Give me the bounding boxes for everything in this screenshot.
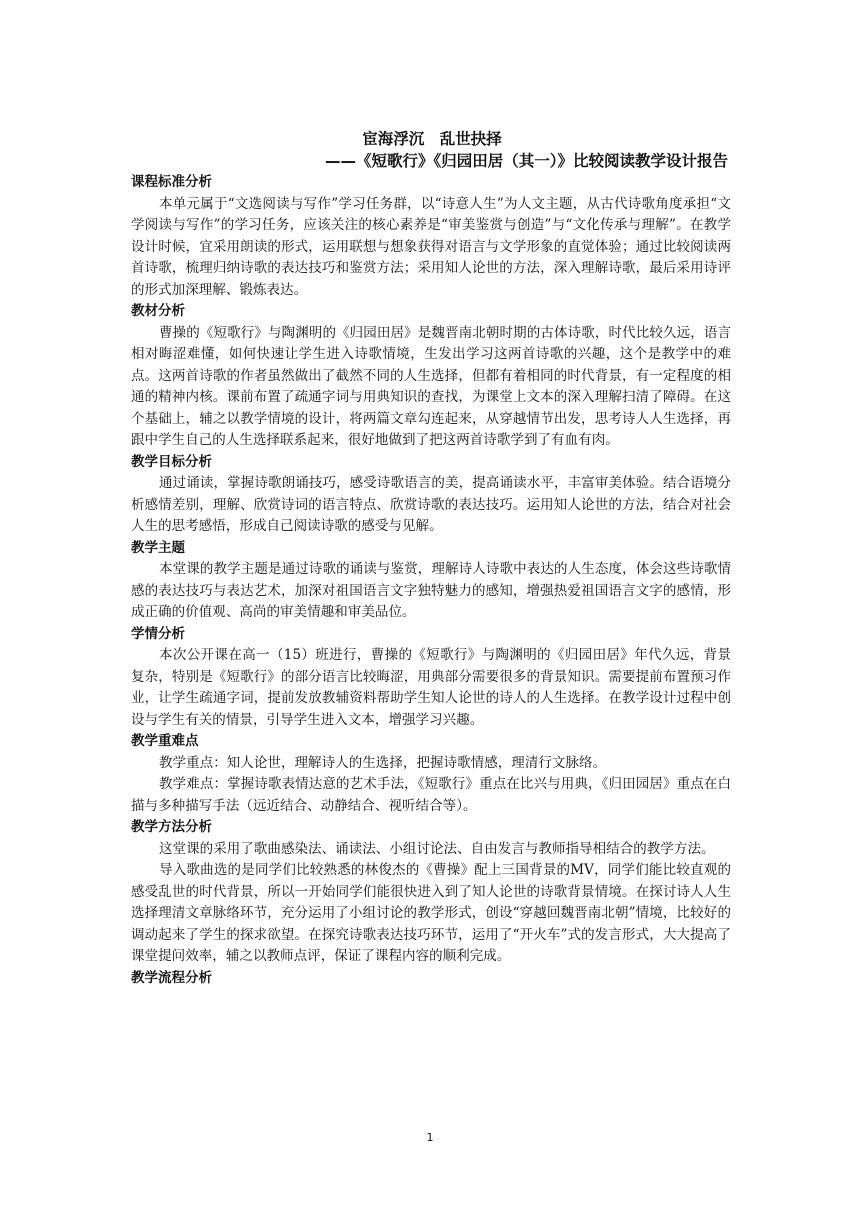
section-teaching-methods [131,817,731,968]
section-textbook-analysis [131,301,731,452]
section-paragraph: 这堂课的采用了歌曲感染法、诵读法、小组讨论法、自由发言与教师指导相结合的教学方法。 [159,840,715,857]
document-body [131,128,731,989]
section-paragraph: 教学难点：掌握诗歌表情达意的艺术手法，《短歌行》重点在比兴与用典，《归田园居》重点在白描与多种描写手法（远近结合、动静结合、视听结合等）。 [131,776,731,814]
section-heading: 教学方法分析 [131,819,212,835]
section-paragraph: 教学重点：知人论世，理解诗人的生选择，把握诗歌情感，理清行文脉络。 [159,754,607,771]
section-teaching-theme [131,538,731,624]
section-paragraph: 导入歌曲选的是同学们比较熟悉的林俊杰的《曹操》配上三国背景的MV，同学们能比较直观的感受乱世的时代背景，所以一开始同学们能很快进入到了知人论世的诗歌背景情境。在探讨诗人人生选择理清文章脉络环节，充分运用了小组讨论的教学形式，创设“穿越回魏晋南北朝”情境，比较好的调动起来了学生的探求欲望。在探究诗歌表达技巧环节，运用了“开火车”式的发言形式，大大提高了课堂提问效率，辅之以教师点评，保证了课程内容的顺利完成。 [131,862,731,964]
section-heading: 学情分析 [131,625,185,642]
section-heading: 教学目标分析 [131,453,212,470]
section-paragraph: 本堂课的教学主题是通过诗歌的诵读与鉴赏，理解诗人诗歌中表达的人生态度，体会这些诗歌情感的表达技巧与表达艺术，加深对祖国语言文字独特魅力的感知，增强热爱祖国语言文字的感情，形成正确的价值观、高尚的审美情趣和审美品位。 [131,561,731,620]
section-paragraph: 通过诵读，掌握诗歌朗诵技巧，感受诗歌语言的美，提高诵读水平，丰富审美体验。结合语境分析感情差别，理解、欣赏诗词的语言特点、欣赏诗歌的表达技巧。运用知人论世的方法，结合对社会人生的思考感悟，形成自己阅读诗歌的感受与见解。 [131,475,731,534]
section-key-difficult-points [131,731,731,817]
section-heading: 教学重难点 [131,733,199,749]
section-heading: 教学流程分析 [131,969,212,986]
section-curriculum-standard [131,172,731,301]
section-heading: 教材分析 [131,303,185,319]
section-paragraph: 本次公开课在高一（15）班进行，曹操的《短歌行》与陶渊明的《归园田居》年代久远，背景复杂，特别是《短歌行》的部分语言比较晦涩，用典部分需要很多的背景知识。需要提前布置预习作业，让学生疏通字词，提前发放教辅资料帮助学生知人论世的诗人的人生选择。在教学设计过程中创设与学生有关的情景，引导学生进入文本，增强学习兴趣。 [131,647,731,728]
section-heading: 课程标准分析 [131,174,212,190]
page-number: 1 [426,1131,434,1144]
section-heading: 教学主题 [131,539,185,556]
section-teaching-process [131,968,731,990]
document-title: 宦海浮沉 乱世抉择 [362,130,502,148]
document-subtitle: ——《短歌行》《归园田居（其一）》比较阅读教学设计报告 [324,152,728,170]
section-student-analysis [131,624,731,732]
section-paragraph: 曹操的《短歌行》与陶渊明的《归园田居》是魏晋南北朝时期的古体诗歌，时代比较久远，语言相对晦涩难懂，如何快速让学生进入诗歌情境，生发出学习这两首诗歌的兴趣，这个是教学中的难点。这两首诗歌的作者虽然做出了截然不同的人生选择，但都有着相同的时代背景，有一定程度的相通的精神内核。课前布置了疏通字词与用典知识的查找，为课堂上文本的深入理解扫清了障碍。在这个基础上，辅之以教学情境的设计，将两篇文章勾连起来，从穿越情节出发，思考诗人人生选择，再跟中学生自己的人生选择联系起来，很好地做到了把这两首诗歌学到了有血有肉。 [131,324,731,448]
section-paragraph: 本单元属于“文选阅读与写作”学习任务群，以“诗意人生”为人文主题，从古代诗歌角度承担“文学阅读与写作”的学习任务，应该关注的核心素养是“审美鉴赏与创造”与“文化传承与理解”。在教学设计时候，宜采用朗读的形式，运用联想与想象获得对语言与文学形象的直觉体验；通过比较阅读两首诗歌，梳理归纳诗歌的表达技巧和鉴赏方法；采用知人论世的方法，深入理解诗歌，最后采用诗评的形式加深理解、锻炼表达。 [131,195,731,298]
section-teaching-goals [131,452,731,538]
